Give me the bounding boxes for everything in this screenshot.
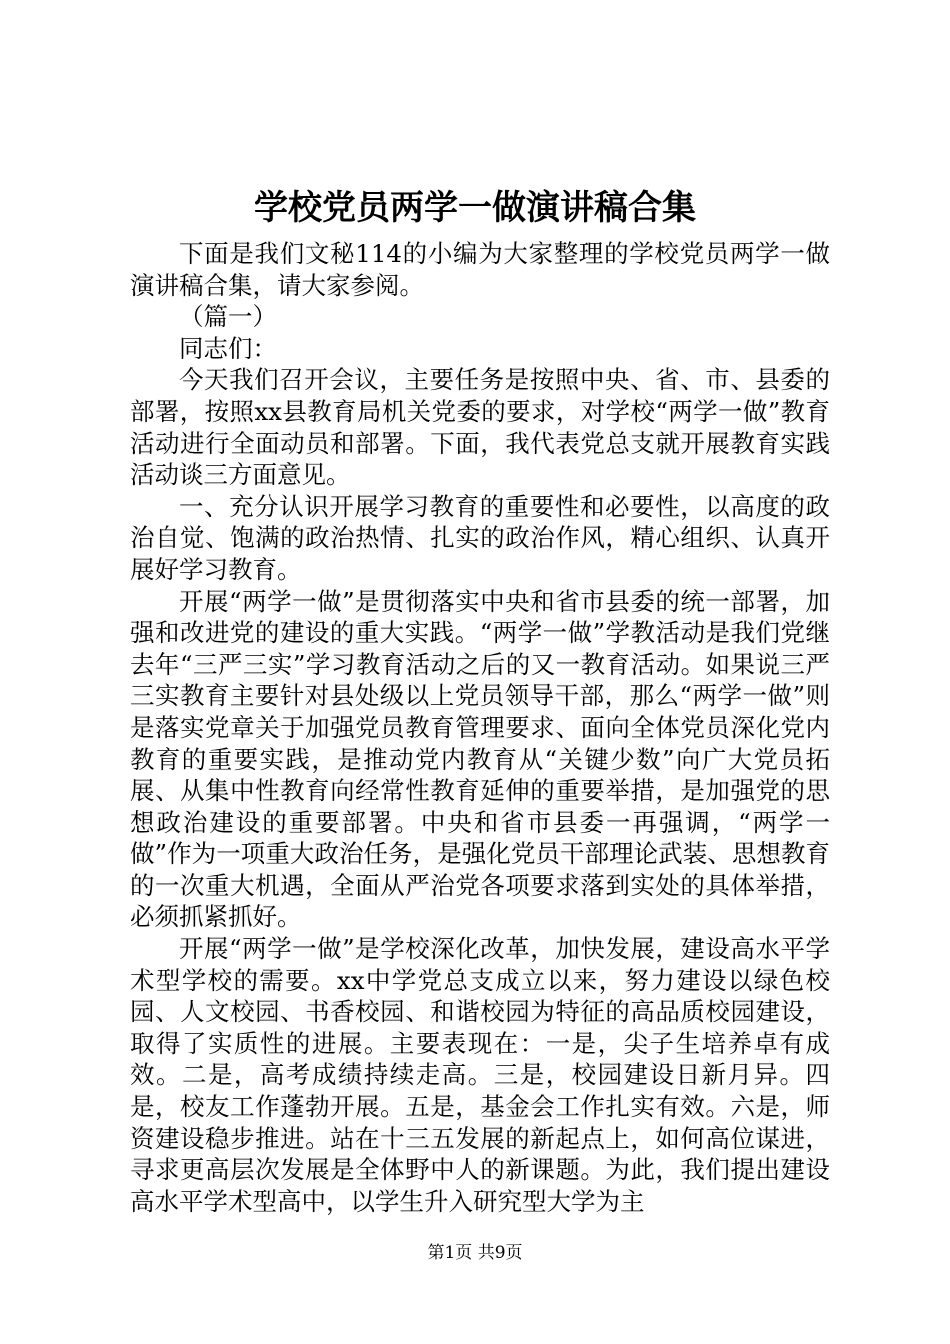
document-title: 学校党员两学一做演讲稿合集 bbox=[254, 188, 696, 228]
paragraph-salutation: 同志们： bbox=[179, 333, 277, 363]
paragraph-opening: 今天我们召开会议，主要任务是按照中央、省、市、县委的部署，按照xx县教育局机关党委的要求，对学校“两学一做”教育活动进行全面动员和部署。下面，我代表党总支就开展教育实践活动谈三方面意见。 bbox=[130, 365, 830, 490]
paragraph-point-one: 一、充分认识开展学习教育的重要性和必要性，以高度的政治自觉、饱满的政治热情、扎实的政治作风，精心组织、认真开展好学习教育。 bbox=[130, 491, 830, 584]
paragraph-significance: 开展“两学一做”是贯彻落实中央和省市县委的统一部署，加强和改进党的建设的重大实践。“两学一做”学教活动是我们党继去年“三严三实”学习教育活动之后的又一教育活动。如果说三严三实教育主要针对县处级以上党员领导干部，那么“两学一做”则是落实党章关于加强党员教育管理要求、面向全体党员深化党内教育的重要实践，是推动党内教育从“关键少数”向广大党员拓展、从集中性教育向经常性教育延伸的重要举措，是加强党的思想政治建设的重要部署。中央和省市县委一再强调，“两学一做”作为一项重大政治任务，是强化党员干部理论武装、思想教育的一次重大机遇，全面从严治党各项要求落到实处的具体举措，必须抓紧抓好。 bbox=[130, 586, 830, 932]
paragraph-intro: 下面是我们文秘114的小编为大家整理的学校党员两学一做演讲稿合集，请大家参阅。 bbox=[130, 239, 830, 300]
paragraph-section-label: （篇一） bbox=[179, 302, 277, 332]
page-footer: 第1页 共9页 bbox=[427, 1243, 523, 1263]
document-body bbox=[130, 238, 830, 1217]
paragraph-school-development: 开展“两学一做”是学校深化改革，加快发展，建设高水平学术型学校的需要。xx中学党总支成立以来，努力建设以绿色校园、人文校园、书香校园、和谐校园为特征的高品质校园建设，取得了实质性的进展。主要表现在：一是，尖子生培养卓有成效。二是，高考成绩持续走高。三是，校园建设日新月异。四是，校友工作蓬勃开展。五是，基金会工作扎实有效。六是，师资建设稳步推进。站在十三五发展的新起点上，如何高位谋进，寻求更高层次发展是全体野中人的新课题。为此，我们提出建设高水平学术型高中，以学生升入研究型大学为主 bbox=[130, 934, 830, 1216]
